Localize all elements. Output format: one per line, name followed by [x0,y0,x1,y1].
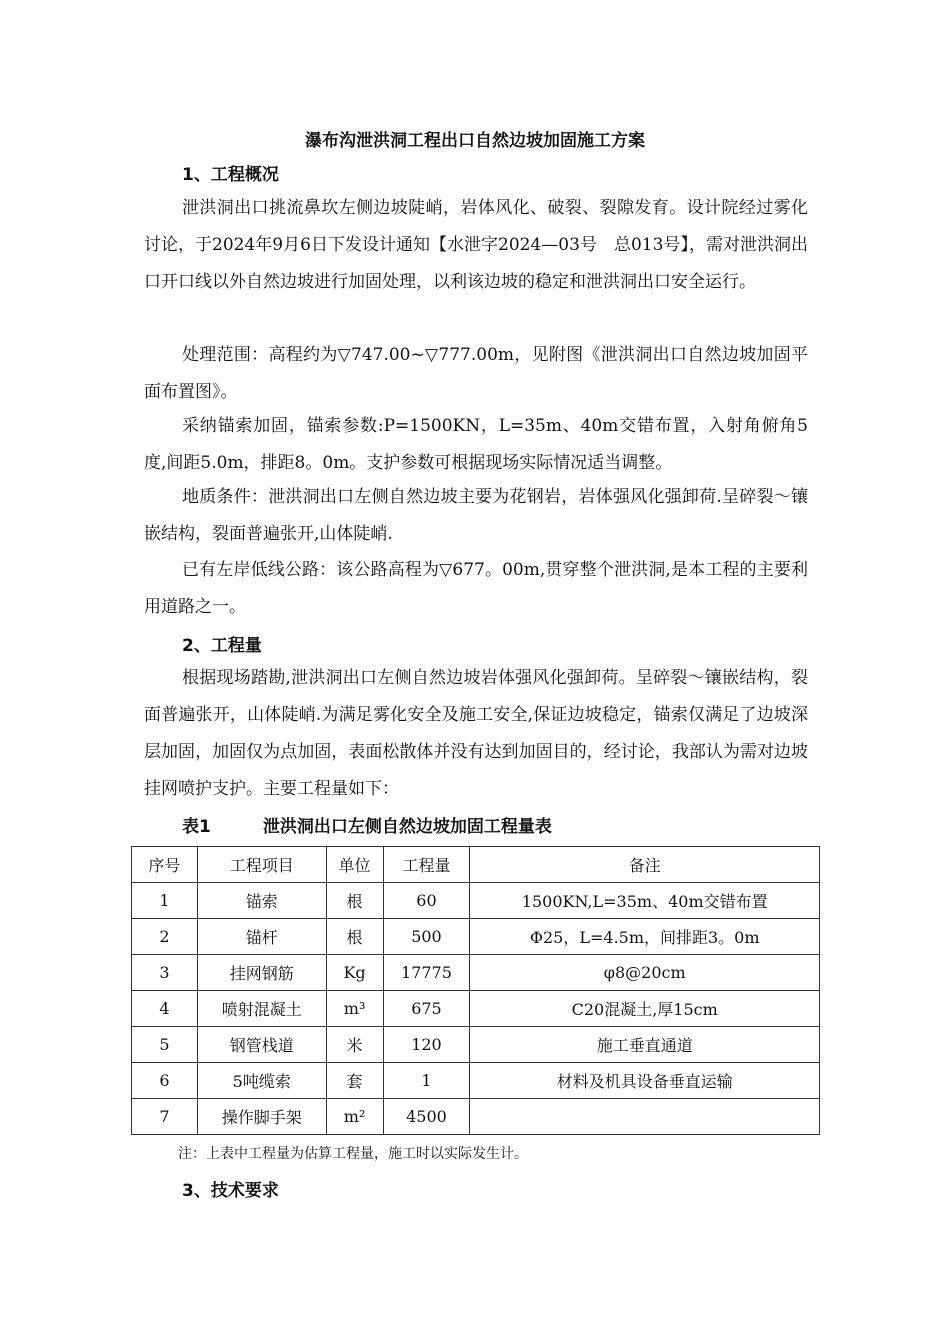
table-row [132,1027,820,1063]
table-row [132,955,820,991]
table-caption-number: 表1 [182,817,211,837]
table-cell: 挂网钢筋 [197,955,326,991]
table-cell: 喷射混凝土 [197,991,326,1027]
table-cell: 500 [383,919,470,955]
header-cell: 单位 [326,847,383,883]
table-cell: 6 [132,1063,198,1099]
table-cell: Φ25，L=4.5m，间排距3。0m [470,919,820,955]
table-cell: 1 [132,883,198,919]
table-row [132,883,820,919]
table-cell: 4500 [383,1099,470,1135]
table-cell: 60 [383,883,470,919]
table-header-row [132,847,820,883]
table-cell: 4 [132,991,198,1027]
table-cell: 1500KN,L=35m、40m交错布置 [470,883,820,919]
table-row [132,991,820,1027]
table-cell: 材料及机具设备垂直运输 [470,1063,820,1099]
table-cell: 锚索 [197,883,326,919]
table-caption [182,812,552,837]
table-cell: 锚杆 [197,919,326,955]
paragraph-road: 已有左岸低线公路：该公路高程为▽677。00m,贯穿整个泄洪洞,是本工程的主要利用道路之一。 [144,560,808,617]
table-row [132,919,820,955]
document-title: 瀑布沟泄洪洞工程出口自然边坡加固施工方案 [305,131,645,151]
header-cell: 序号 [132,847,198,883]
table-cell: 钢管栈道 [197,1027,326,1063]
section-heading-technical: 3、技术要求 [182,1181,279,1201]
header-cell: 工程量 [383,847,470,883]
table-caption-title: 泄洪洞出口左侧自然边坡加固工程量表 [262,817,552,837]
table-cell: 操作脚手架 [197,1099,326,1135]
table-cell: 675 [383,991,470,1027]
table-cell: 5吨缆索 [197,1063,326,1099]
header-cell: 工程项目 [197,847,326,883]
table-cell: m³ [326,991,383,1027]
table-cell: 施工垂直通道 [470,1027,820,1063]
table-cell: Kg [326,955,383,991]
table-cell: 120 [383,1027,470,1063]
paragraph-quantities: 根据现场踏勘,泄洪洞出口左侧自然边坡岩体强风化强卸荷。呈碎裂～镶嵌结构，裂面普遍张开，山体陡峭.为满足雾化安全及施工安全,保证边坡稳定，锚索仅满足了边坡深层加固，加固仅为点加固，表面松散体并没有达到加固目的，经讨论，我部认为需对边坡挂网喷护支护。主要工程量如下： [144,668,808,799]
table-cell: 5 [132,1027,198,1063]
quantity-table [131,846,820,1135]
table-cell: 根 [326,919,383,955]
paragraph-scope: 处理范围：高程约为▽747.00~▽777.00m，见附图《泄洪洞出口自然边坡加固平面布置图》。 [144,345,808,402]
table-cell [470,1099,820,1135]
table-row [132,1099,820,1135]
table-note: 注：上表中工程量为估算工程量，施工时以实际发生计。 [178,1146,528,1162]
section-heading-overview: 1、工程概况 [182,165,279,185]
table-cell: 套 [326,1063,383,1099]
table-cell: 3 [132,955,198,991]
table-cell: 1 [383,1063,470,1099]
table-cell: 根 [326,883,383,919]
table-cell: m² [326,1099,383,1135]
table-cell: 2 [132,919,198,955]
table-cell: φ8@20cm [470,955,820,991]
table-cell: 17775 [383,955,470,991]
header-cell: 备注 [470,847,820,883]
paragraph-geology: 地质条件：泄洪洞出口左侧自然边坡主要为花钢岩，岩体强风化强卸荷.呈碎裂～镶嵌结构，裂面普遍张开,山体陡峭. [144,487,808,544]
paragraph-overview: 泄洪洞出口挑流鼻坎左侧边坡陡峭，岩体风化、破裂、裂隙发育。设计院经过雾化讨论，于2024年9月6日下发设计通知【水泄字2024—03号 总013号】，需对泄洪洞出口开口线以外自然边坡进行加固处理，以利该边坡的稳定和泄洪洞出口安全运行。 [144,198,808,292]
table-row [132,1063,820,1099]
section-heading-quantities: 2、工程量 [182,636,262,656]
paragraph-anchor-params: 采纳锚索加固，锚索参数:P=1500KN，L=35m、40m交错布置，入射角俯角5度,间距5.0m，排距8。0m。支护参数可根据现场实际情况适当调整。 [144,416,808,473]
table-cell: 7 [132,1099,198,1135]
table-cell: C20混凝土,厚15cm [470,991,820,1027]
table-cell: 米 [326,1027,383,1063]
